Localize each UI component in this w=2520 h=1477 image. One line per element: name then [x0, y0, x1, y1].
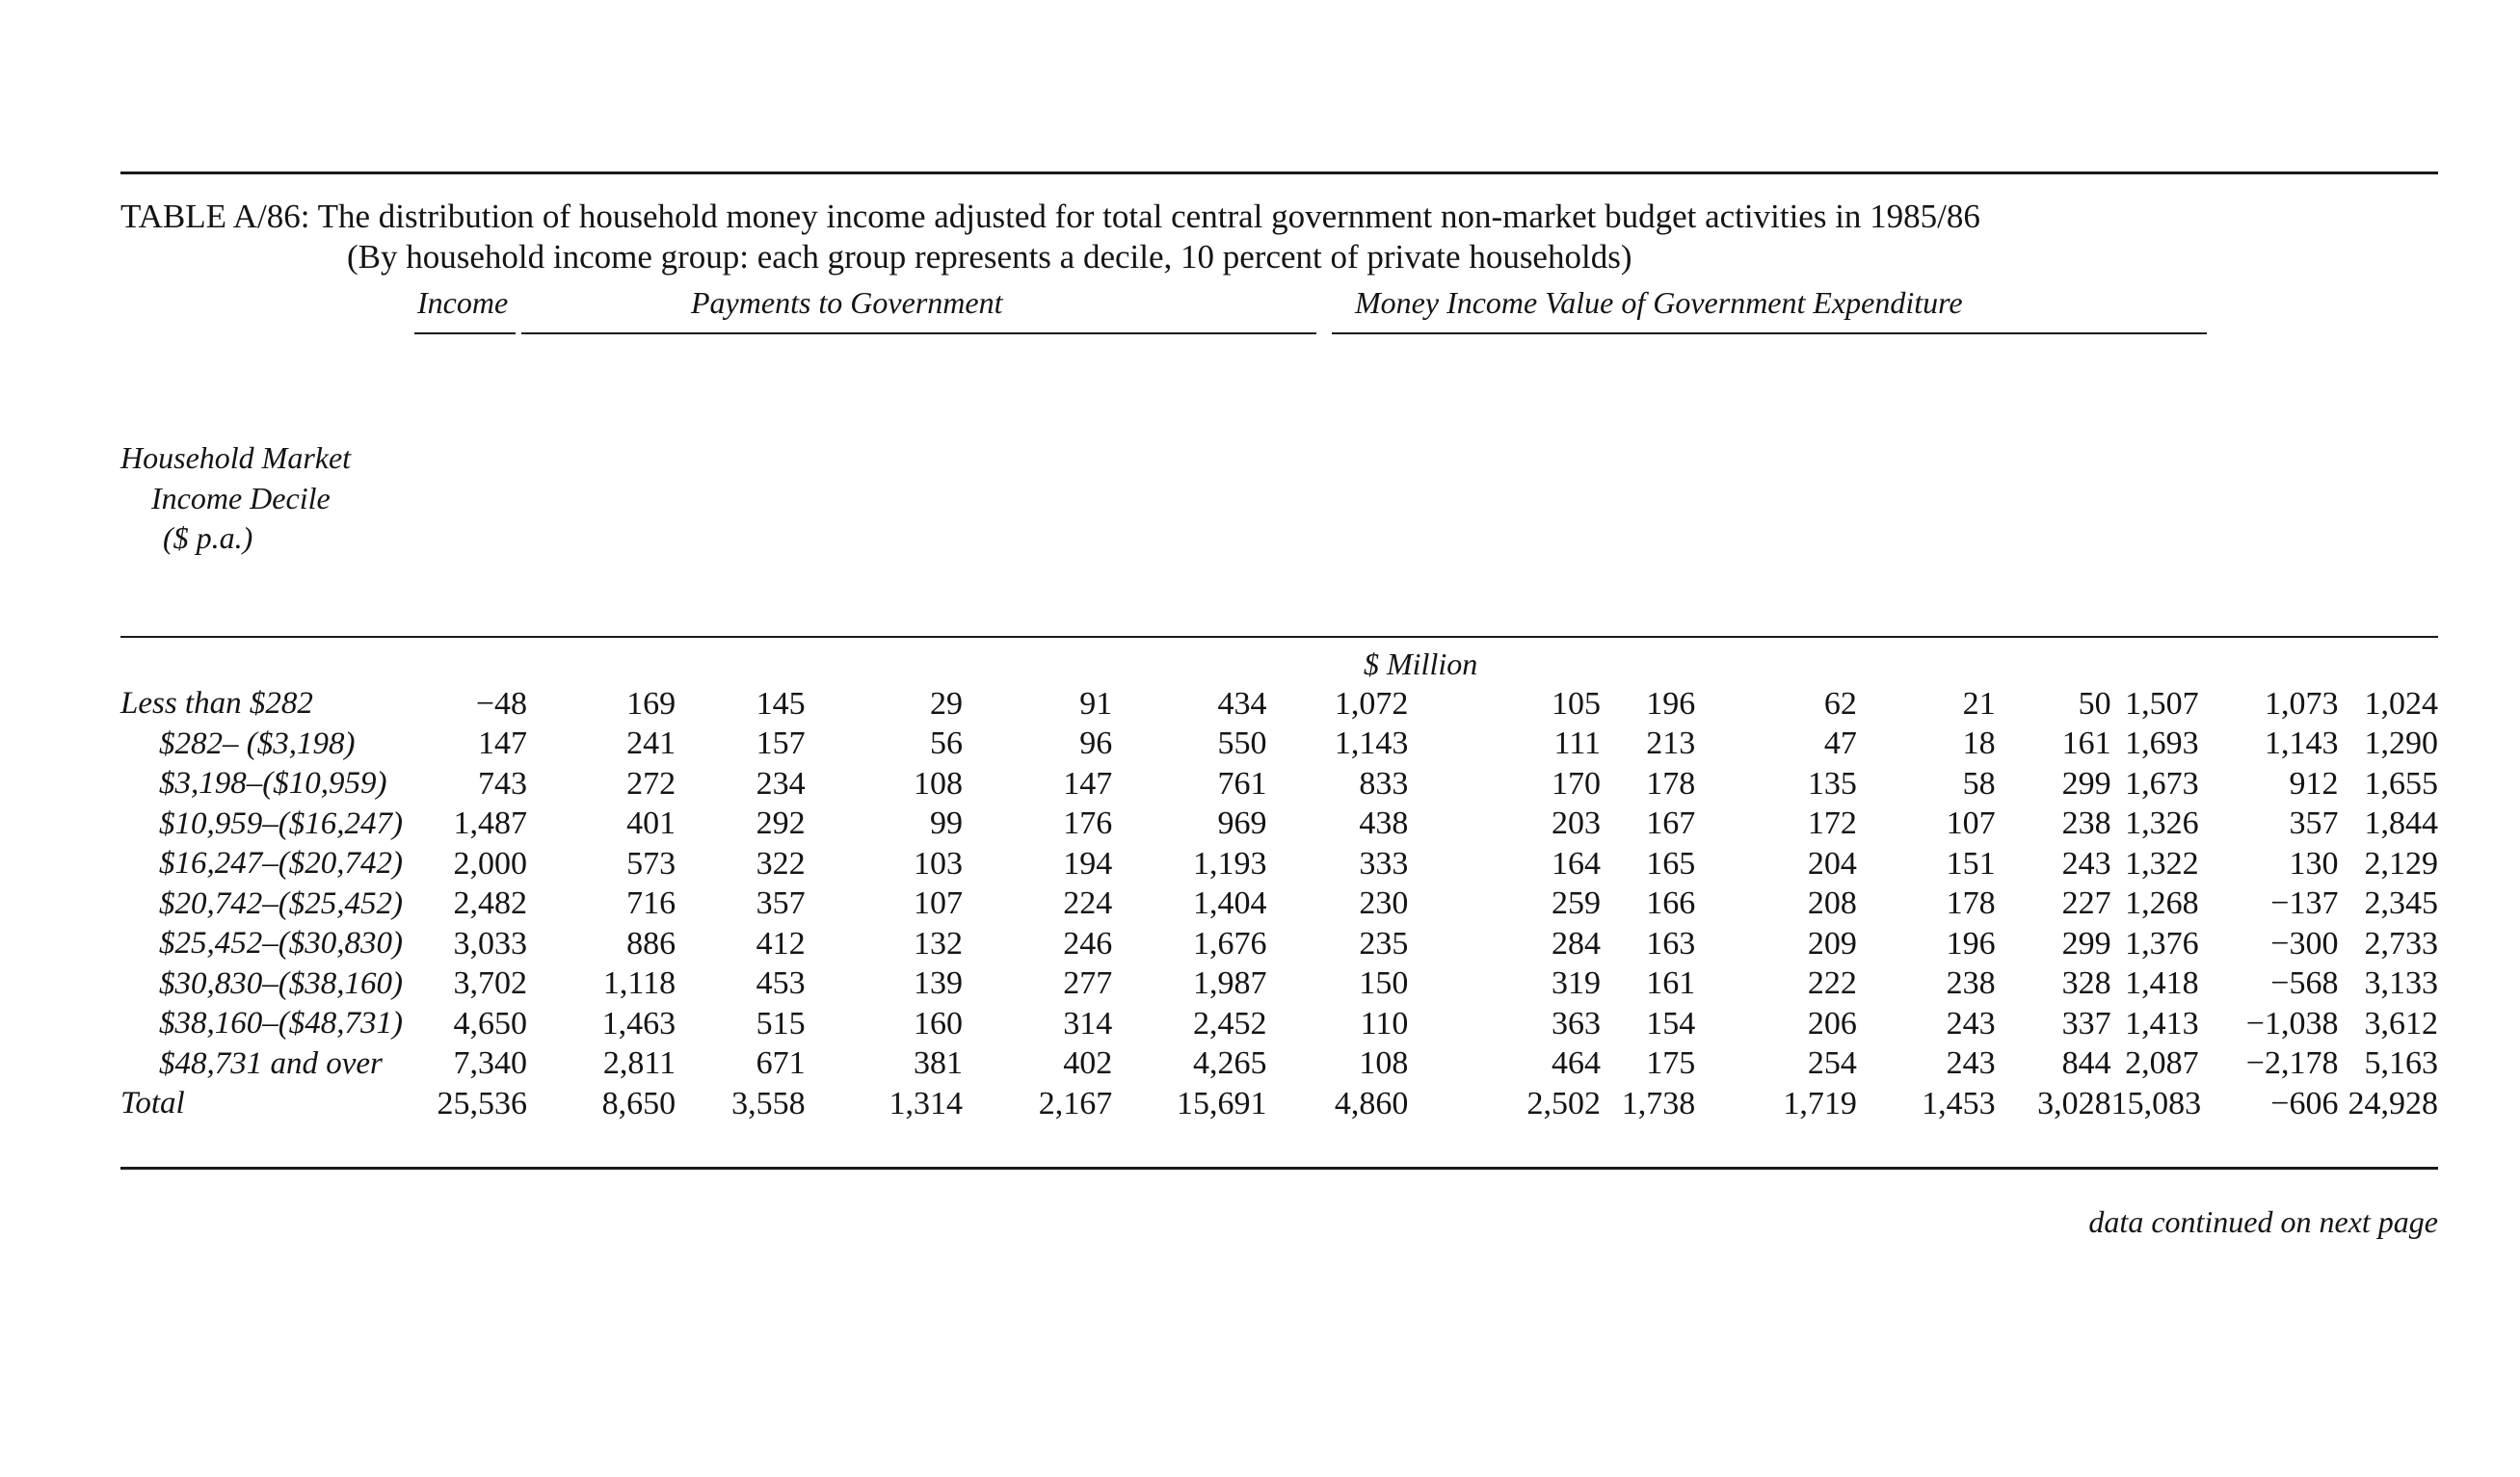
table-cell: 259	[1552, 885, 1602, 922]
table-cell: 15,691	[1177, 1085, 1267, 1121]
table-row	[120, 1084, 2438, 1124]
table-cell: 1,738	[1621, 1085, 1696, 1121]
table-cell: 206	[1807, 1005, 1857, 1042]
table-cell: 434	[1217, 685, 1267, 722]
table-cell: 363	[1552, 1005, 1602, 1042]
table-cell: 29	[930, 685, 964, 722]
table-cell: 2,811	[602, 1045, 676, 1082]
table-cell: 230	[1359, 885, 1409, 922]
table-cell: 62	[1823, 685, 1857, 722]
table-cell: 1,322	[2125, 845, 2199, 882]
table-cell: 208	[1807, 885, 1857, 922]
table-cell: 401	[626, 805, 676, 842]
top-rule	[120, 171, 2438, 174]
table-row	[120, 684, 2438, 725]
table-cell: 58	[1962, 765, 1996, 802]
table-row	[120, 764, 2438, 804]
row-header-line: Household Market	[120, 440, 352, 475]
row-label: $30,830–($38,160)	[159, 965, 403, 1001]
group-income-rule	[414, 332, 516, 334]
table-cell: 204	[1807, 845, 1857, 882]
row-label: $25,452–($30,830)	[159, 926, 403, 962]
table-cell: 150	[1359, 965, 1409, 1002]
group-expenditure: Money Income Value of Government Expenditure	[1355, 285, 1963, 320]
table-cell: 234	[756, 765, 806, 802]
table-cell: 145	[756, 685, 806, 722]
table-cell: 108	[1359, 1045, 1409, 1082]
table-cell: 99	[930, 805, 964, 842]
table-cell: 243	[2061, 845, 2111, 882]
table-cell: 299	[2061, 765, 2111, 802]
table-cell: 453	[756, 965, 806, 1002]
table-cell: 3,028	[2037, 1085, 2111, 1121]
table-cell: 284	[1552, 925, 1602, 962]
table-cell: 164	[1552, 845, 1602, 882]
table-cell: 3,612	[2364, 1005, 2438, 1042]
table-cell: 165	[1646, 845, 1696, 882]
table-cell: 438	[1359, 805, 1409, 842]
table-row	[120, 964, 2438, 1005]
table-cell: 1,326	[2125, 805, 2199, 842]
unit-label: $ Million	[1364, 646, 1478, 681]
table-row	[120, 924, 2438, 964]
table-cell: 1,314	[889, 1085, 964, 1121]
table-cell: 1,376	[2125, 925, 2199, 962]
continued-note: data continued on next page	[2088, 1204, 2438, 1239]
row-label: $20,742–($25,452)	[159, 885, 403, 921]
table-row	[120, 725, 2438, 765]
table-row	[120, 1004, 2438, 1044]
header-rule	[120, 636, 2438, 638]
table-cell: 2,452	[1193, 1005, 1267, 1042]
table-cell: 3,033	[453, 925, 528, 962]
table-cell: 110	[1360, 1005, 1409, 1042]
table-cell: 328	[2061, 965, 2111, 1002]
table-cell: 357	[2289, 805, 2339, 842]
table-cell: 1,676	[1193, 925, 1267, 962]
table-cell: 1,073	[2264, 685, 2339, 722]
table-cell: 50	[2078, 685, 2111, 722]
table-cell: 166	[1646, 885, 1696, 922]
table-cell: 2,345	[2364, 885, 2438, 922]
table-cell: 160	[914, 1005, 964, 1042]
table-cell: 169	[626, 685, 676, 722]
row-label: $16,247–($20,742)	[159, 846, 403, 882]
table-cell: 550	[1217, 725, 1267, 762]
table-cell: 322	[756, 845, 806, 882]
table-cell: 1,143	[2264, 725, 2339, 762]
table-cell: 1,487	[453, 805, 528, 842]
table-cell: 357	[756, 885, 806, 922]
table-cell: 21	[1962, 685, 1996, 722]
row-label: $282– ($3,198)	[159, 725, 356, 761]
table-cell: 319	[1552, 965, 1602, 1002]
data-table	[120, 684, 2438, 1124]
table-cell: 243	[1946, 1045, 1996, 1082]
table-cell: 1,404	[1193, 885, 1267, 922]
table-cell: 135	[1807, 765, 1857, 802]
table-cell: 1,268	[2125, 885, 2199, 922]
table-title: TABLE A/86: The distribution of household money income adjusted for total central government non-market budget activities in 1985/86	[120, 198, 1980, 235]
table-cell: 111	[1553, 725, 1602, 762]
table-cell: 1,418	[2125, 965, 2199, 1002]
table-cell: 2,502	[1526, 1085, 1602, 1121]
table-cell: 7,340	[453, 1045, 528, 1082]
table-cell: 402	[1063, 1045, 1113, 1082]
table-cell: −606	[2270, 1085, 2339, 1121]
table-cell: 1,844	[2364, 805, 2438, 842]
table-cell: 716	[626, 885, 676, 922]
table-cell: 743	[478, 765, 528, 802]
table-cell: −48	[475, 685, 528, 722]
table-cell: 178	[1646, 765, 1696, 802]
table-cell: 1,143	[1334, 725, 1409, 762]
table-cell: 3,133	[2364, 965, 2438, 1002]
table-cell: 573	[626, 845, 676, 882]
table-cell: 4,650	[453, 1005, 528, 1042]
table-cell: 1,413	[2125, 1005, 2199, 1042]
table-cell: 241	[626, 725, 676, 762]
table-cell: 272	[626, 765, 676, 802]
table-cell: 105	[1552, 685, 1602, 722]
row-label: Less than $282	[120, 686, 313, 722]
table-cell: 130	[2289, 845, 2339, 882]
row-label: $48,731 and over	[159, 1045, 383, 1081]
table-cell: 25,536	[437, 1085, 528, 1121]
table-cell: 91	[1079, 685, 1113, 722]
table-cell: 1,453	[1922, 1085, 1996, 1121]
table-cell: 1,693	[2125, 725, 2199, 762]
table-cell: 235	[1359, 925, 1409, 962]
table-cell: 912	[2289, 765, 2339, 802]
table-cell: 1,719	[1783, 1085, 1857, 1121]
row-header	[120, 438, 351, 559]
table-cell: 224	[1063, 885, 1113, 922]
table-cell: 196	[1646, 685, 1696, 722]
table-cell: 761	[1217, 765, 1267, 802]
table-cell: 412	[756, 925, 806, 962]
table-cell: 167	[1646, 805, 1696, 842]
table-cell: 15,083	[2110, 1085, 2202, 1121]
table-cell: 8,650	[601, 1085, 676, 1121]
table-cell: 147	[478, 725, 528, 762]
table-row	[120, 844, 2438, 884]
table-cell: 243	[1946, 1005, 1996, 1042]
table-cell: 2,167	[1038, 1085, 1113, 1121]
table-cell: 222	[1807, 965, 1857, 1002]
table-cell: 47	[1823, 725, 1857, 762]
table-cell: 2,482	[453, 885, 528, 922]
table-cell: 96	[1079, 725, 1113, 762]
table-cell: 178	[1946, 885, 1996, 922]
table-cell: 299	[2061, 925, 2111, 962]
table-row	[120, 1044, 2438, 1085]
bottom-rule	[120, 1167, 2438, 1170]
table-cell: −2,178	[2245, 1045, 2339, 1082]
table-cell: 108	[914, 765, 964, 802]
table-cell: 2,733	[2364, 925, 2438, 962]
table-cell: 1,024	[2364, 685, 2438, 722]
row-label: Total	[120, 1086, 185, 1121]
table-cell: 172	[1807, 805, 1857, 842]
table-cell: 1,655	[2364, 765, 2438, 802]
table-cell: 161	[2061, 725, 2111, 762]
table-cell: 175	[1646, 1045, 1696, 1082]
row-header-line: Income Decile	[151, 480, 331, 515]
table-cell: 1,193	[1193, 845, 1267, 882]
row-label: $3,198–($10,959)	[159, 766, 387, 802]
table-cell: −300	[2270, 925, 2339, 962]
group-expenditure-rule	[1332, 332, 2207, 334]
table-cell: 132	[914, 925, 964, 962]
table-cell: −1,038	[2245, 1005, 2339, 1042]
table-subtitle: (By household income group: each group represents a decile, 10 percent of private households)	[347, 238, 1632, 276]
table-cell: 337	[2061, 1005, 2111, 1042]
table-cell: 1,987	[1193, 965, 1267, 1002]
table-cell: 2,129	[2364, 845, 2438, 882]
table-cell: 213	[1646, 725, 1696, 762]
table-cell: 254	[1807, 1045, 1857, 1082]
table-cell: −137	[2270, 885, 2339, 922]
table-cell: 844	[2061, 1045, 2111, 1082]
table-row	[120, 884, 2438, 925]
table-cell: 107	[914, 885, 964, 922]
table-cell: 314	[1063, 1005, 1113, 1042]
table-cell: 1,072	[1334, 685, 1409, 722]
table-cell: 2,087	[2125, 1045, 2199, 1082]
table-cell: 163	[1646, 925, 1696, 962]
table-cell: 103	[914, 845, 964, 882]
table-cell: 1,290	[2364, 725, 2438, 762]
table-cell: 203	[1552, 805, 1602, 842]
table-cell: 238	[2061, 805, 2111, 842]
table-cell: 277	[1063, 965, 1113, 1002]
table-cell: 381	[914, 1045, 964, 1082]
table-cell: 833	[1359, 765, 1409, 802]
table-cell: 209	[1807, 925, 1857, 962]
table-cell: 1,507	[2125, 685, 2199, 722]
row-label: $38,160–($48,731)	[159, 1006, 403, 1042]
table-cell: 1,463	[601, 1005, 676, 1042]
table-cell: 238	[1946, 965, 1996, 1002]
table-cell: 154	[1646, 1005, 1696, 1042]
table-cell: 157	[756, 725, 806, 762]
table-cell: 194	[1063, 845, 1113, 882]
group-income: Income	[417, 285, 509, 320]
table-cell: 1,118	[602, 965, 676, 1002]
table-cell: 292	[756, 805, 806, 842]
table-cell: 2,000	[453, 845, 528, 882]
group-payments-rule	[521, 332, 1316, 334]
table-cell: 176	[1063, 805, 1113, 842]
table-cell: 969	[1217, 805, 1267, 842]
table-cell: 18	[1962, 725, 1996, 762]
table-cell: 886	[626, 925, 676, 962]
table-cell: 4,860	[1334, 1085, 1409, 1121]
table-cell: 5,163	[2364, 1045, 2438, 1082]
table-cell: 333	[1359, 845, 1409, 882]
table-row	[120, 804, 2438, 845]
group-payments: Payments to Government	[691, 285, 1003, 320]
table-cell: 246	[1063, 925, 1113, 962]
table-cell: 139	[914, 965, 964, 1002]
table-cell: 4,265	[1193, 1045, 1267, 1082]
table-cell: 515	[756, 1005, 806, 1042]
table-cell: 161	[1646, 965, 1696, 1002]
table-cell: 107	[1946, 805, 1996, 842]
table-cell: 170	[1552, 765, 1602, 802]
table-cell: 196	[1946, 925, 1996, 962]
row-label: $10,959–($16,247)	[159, 805, 403, 841]
table-cell: 147	[1063, 765, 1113, 802]
table-cell: 227	[2061, 885, 2111, 922]
table-cell: 151	[1946, 845, 1996, 882]
table-cell: 1,673	[2125, 765, 2199, 802]
table-cell: 3,702	[453, 965, 528, 1002]
table-cell: 464	[1552, 1045, 1602, 1082]
table-cell: 24,928	[2348, 1085, 2438, 1121]
row-header-line: ($ p.a.)	[163, 520, 253, 555]
table-cell: 3,558	[731, 1085, 806, 1121]
table-cell: −568	[2270, 965, 2339, 1002]
table-cell: 56	[930, 725, 964, 762]
table-cell: 671	[756, 1045, 806, 1082]
